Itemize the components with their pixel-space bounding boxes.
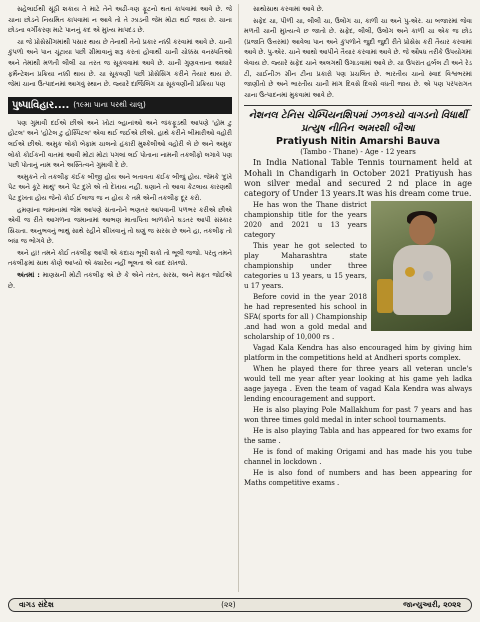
article-lead: In India National Table Tennis tournament held at Mohali in Chandigarh in October 2021 Pratiyush has won silver medal and secured 2 nd place in age category of Under 13 years.It was his dream come true. — [244, 158, 472, 198]
banner-title: પુષ્પાવિહાર.... — [12, 99, 70, 111]
story-paragraph-3: હમણાંના જમાનામાં જેમ આપણે સંતાનોને ભણતર આપવાની પળભર કરીએ છીએ એવી જ રીતે આગળના જમાનામાં આભણ માતાપિતા બાળકોને ઘડતર આપી સંસ્કાર સિંચતા. અનુભવનું ભાથું સાથે રહીને શીખવાનું તો ઘણું જ સરસ છે અને હા, તકલીફ તો બધા જ ભોગવે છે. — [8, 205, 232, 246]
conclusion-text: માણસની મોટી તકલીફ એ છે કે એને તરત, સરસ, અને મફત જોઈએ છે. — [8, 271, 232, 290]
tea-paragraph-1: સહેલાઈથી સૂંઠી શકાય તે માટે તેને અઢી-ત્રણ ફૂટનો થતાં કાપવામાં આવે છે. જે ચાના છોડને નિયમિત કાપવામાં ન આવે તો તે ઝાડની જેમ મોટા થઈ જાય છે. ચાના છોડના વર્ગીકરણ માટે પાનનું કદ એ મુખ્ય માપદંડ છે. — [8, 5, 232, 35]
athlete-subline: (Tambo - Thane) - Age - 12 years — [300, 148, 416, 157]
article-paragraph-7: He is also playing Tabla and has appeared for two exams for the same . — [244, 427, 472, 446]
tea-paragraph-2: ચા જે પ્રોસેસીંગમાંથી પસાર થાય છે તેનાથી તેનો પ્રકાર નક્કી કરવામાં આવે છે. ચાની કુંપળો અને પાન ચૂંટાયા પછી ગ્રીમાવાનું શરૂ કરતાં હોવાથી ચાની ચોક્કસ વનસ્પતિઓ અને તેમાંથી મળતી લીલી ચા તરત જ સૂકવવામાં આવે છે. ચાની ગુણવત્તાના આધારે ફર્મેન્ટેશન પ્રક્રિયા નક્કી થાય છે. ચા સૂકવણી પછી પ્રોસેસિંગ કરીને તૈયાર થાય છે. જેમાં ચાના ઉત્પાદનમાં આગવું સ્થાન છે. જ્યારે દાર્જિલિંગ ચા સૂકવણીની પ્રક્રિયા પણ — [8, 37, 232, 89]
article-paragraph-2: This year he got selected to play Maharashtra state championship under three categories u 13 years, u 15 years, u 17 years. — [244, 242, 367, 291]
section-banner — [8, 97, 232, 114]
athlete-name: Pratiyush Nitin Amarshi Bauva — [276, 136, 440, 148]
story-paragraph-1: પણ ગુમાવી દઈએ છીએ અને ખોટાં બ્હાનાંઓ અને જંકફૂડથી આપણે 'હોમ ટુ હોટલ' અને 'હોટેલ ટુ હોસ્પિટલ' એવા થઈ જઈએ છીએ. હાથે કરીને બીમારીઓ વહોરી લઈએ છીએ. અમુક લોકો બેફામ ચાલનો હંકારી મુશ્કેલીઓ વહોરી લે છે અને અમુક લોકો કોઈકની વાતમાં આવી મોટાં મોટાં પગલાં લઈ પોતાના નામની તકલીફો લગાવે પણ પછી પોતાનું નામ અને અસ્તિત્વને ગુમાવી દે છે. — [8, 118, 232, 170]
article-paragraph-9: He is also fond of numbers and has been appearing for Maths competitive exams . — [244, 469, 472, 488]
conclusion-label: અંતમાં : — [17, 271, 40, 280]
article-paragraph-8: He is fond of making Origami and has made his you tube channel in lockdown . — [244, 448, 472, 467]
article-body — [244, 158, 472, 488]
story-paragraph-4: અને હાં! તમને કોઈ તકલીફ આપી એ કદાચ ભૂલી શકો તો ભૂલી જજો. પરંતુ તમને તકલીફમાં સાથ કોણે આપ્યો એ ક્યારેય નહીં ભૂલતા એ યાદ રાખજો. — [8, 248, 232, 268]
tea-paragraph-3: સાથોસાથ કરવામાં આવે છે. — [253, 5, 324, 13]
magazine-page — [8, 4, 472, 594]
column-divider — [238, 4, 239, 592]
article-paragraph-5: When he played there for three years all veteran uncle's would tell me year after year looking at his game yeh ladka aage jayega . Even the team of vagad Kala Kendra was always lending encouragement and support. — [244, 365, 472, 404]
tea-paragraph-4: સફેદ ચા, પીળી ચા, લીલી ચા, ઉલોંગ ચા, કાળી ચા અને પુ-એર. ચા બજારમાં જેવા મળતી ચાની મુખ્યત્વે છ જાતો છે. સફેદ, લીલી, ઉલોંગ અને કાળી ચા એક જ છોડ (પ્રજાતિ ઉત્તરમાં) આવેલા પાન અને કુંપળોને જુદી જુદી રીતે પ્રોસેસ કરી તૈયાર કરવામાં આવે છે. પુ-એર. ચાને આથો આપીને તૈયાર કરવામાં આવે છે. જે ઔષધ તરીકે ઉપયોગમાં લેવાય છે. જ્યારે સફેદ ચાને અલગથી ઉગાડવામાં આવે છે. ચા ઉપરાંત હર્બલ ટી અને રેડ ટી, ચાઈનીઝ ગ્રીન ટીના પ્રકારો પણ પ્રચલિત છે. ભારતીય ચાનો સ્વાદ વિશ્વભરમાં જાણીતો છે અને ભારતીય ચાની માંગ દિવસે દિવસે વધતી જાય છે. એ પણ પરંપરાગત ચાના ઉત્પાદનમાં મુકવામાં આવે છે. — [244, 16, 472, 99]
article-paragraph-4: Vagad Kala Kendra has also encouraged him by giving him platform in the competitions held at Andheri sports complex. — [244, 344, 472, 363]
article-paragraph-6: He is also playing Pole Mallakhum for past 7 years and has won three times gold medal in inter school tournaments. — [244, 406, 472, 425]
story-conclusion — [8, 270, 232, 291]
footer-page-number: (૨૨) — [221, 600, 236, 609]
story-paragraph-2: અમુકને તો તકલીફ કંઈક બીજી હોય અને બતાવતા કંઈક બીજું હોય. જેમકે 'દુખે પેટ અને કૂટે માથું' અને પેટ દુખે એ તો દેખાય નહીં. ઘણાને તો આવા કેટલાય કારણથી પેટ દુખતા હોય જેનો કોઈ ઈલાજ જ ન હોય કે તમે એની તકલીફ દૂર કરો. — [8, 172, 232, 202]
article-paragraph-3: Before covid in the year 2018 he had represented his school in SFA( sports for all ) Championship .and had won a gold medal and scholarship of 10,000 rs . — [244, 293, 367, 342]
footer-magazine-name: વાગડ સંદેશ — [19, 600, 54, 609]
banner-continued-note: (૧૯મા પાના પરથી ચાલુ) — [73, 100, 146, 110]
article-headline: નેશનલ ટેનિસ ચેમ્પિયનશિપમાં ઝળકયો વાગડનો વિધાર્થી પ્રત્યુષ નીતિન અમરશી બૌઆ — [244, 105, 472, 135]
page-footer — [8, 598, 472, 612]
athlete-photo — [371, 201, 472, 331]
right-column — [244, 4, 472, 489]
trophy-shape — [377, 279, 393, 313]
article-paragraph-1: He has won the Thane district championship title for the years 2020 and 2021 u 13 years category — [244, 201, 367, 240]
footer-issue-date: જાન્યુઆરી, ૨૦૨૨ — [403, 600, 461, 609]
left-column — [8, 4, 232, 292]
